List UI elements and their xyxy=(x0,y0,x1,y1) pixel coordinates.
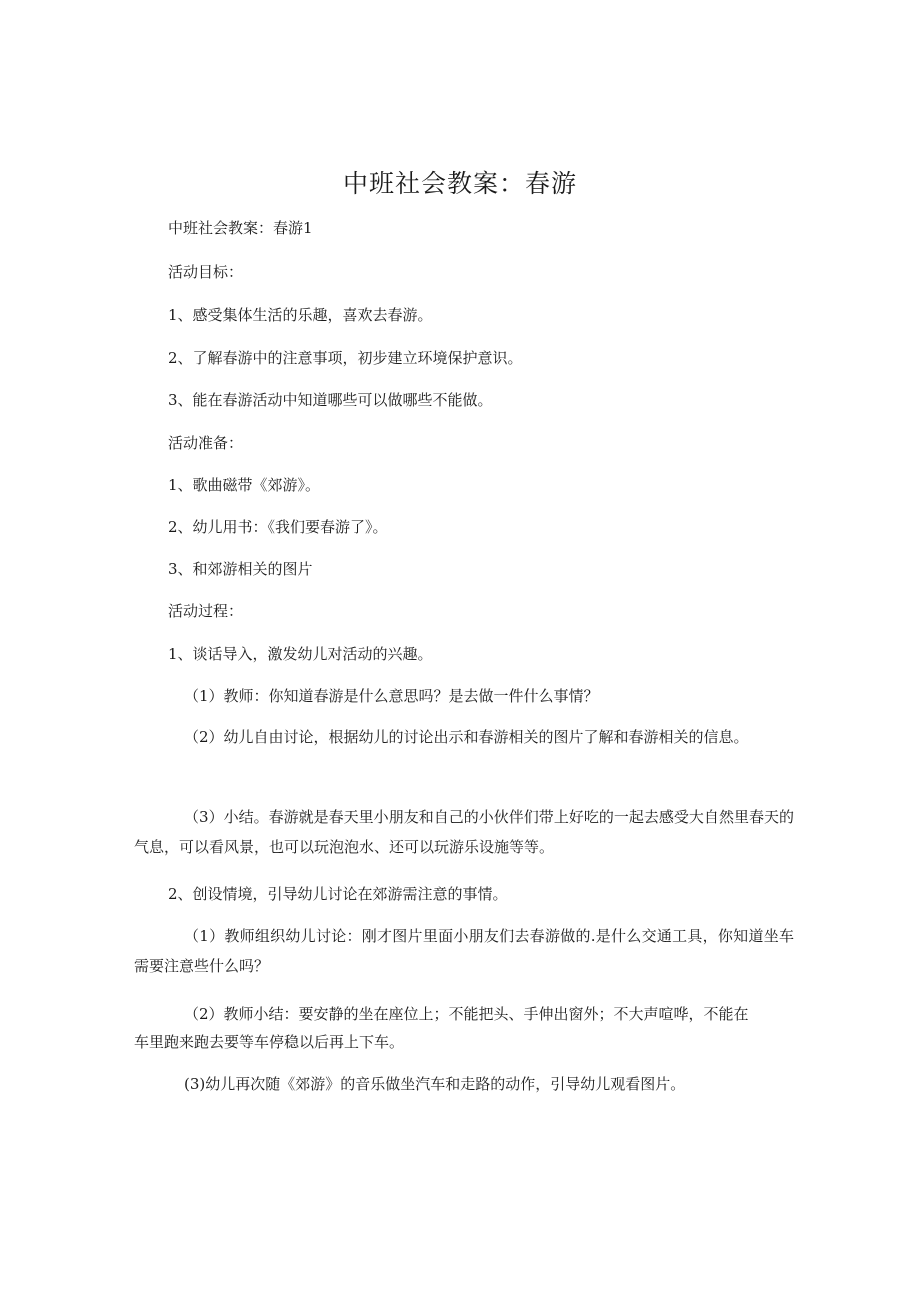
step-item: （3）小结。春游就是春天里小朋友和自己的小伙伴们带上好吃的一起去感受大自然里春天的气息，可以看风景，也可以玩泡泡水、还可以玩游乐设施等等。 xyxy=(134,808,794,856)
step-item: (3)幼儿再次随《郊游》的音乐做坐汽车和走路的动作，引导幼儿观看图片。 xyxy=(184,1075,686,1093)
document-title: 中班社会教案：春游 xyxy=(342,169,577,198)
goal-item: 3、能在春游活动中知道哪些可以做哪些不能做。 xyxy=(168,391,493,409)
step-item: （2）教师小结：要安静的坐在座位上；不能把头、手伸出窗外；不大声喧哗，不能在车里跑来跑去要等车停稳以后再上下车。 xyxy=(134,1005,749,1051)
goal-item: 2、了解春游中的注意事项，初步建立环境保护意识。 xyxy=(168,349,523,367)
step-item: （2）幼儿自由讨论，根据幼儿的讨论出示和春游相关的图片了解和春游相关的信息。 xyxy=(184,728,749,746)
document-subtitle: 中班社会教案：春游1 xyxy=(168,219,313,237)
step-item: （1）教师：你知道春游是什么意思吗？是去做一件什么事情？ xyxy=(184,687,599,705)
prep-item: 2、幼儿用书：《我们要春游了》。 xyxy=(168,518,388,536)
prep-item: 1、歌曲磁带《郊游》。 xyxy=(168,476,321,494)
process-heading: 活动过程： xyxy=(168,602,244,620)
goal-item: 1、感受集体生活的乐趣，喜欢去春游。 xyxy=(168,306,433,324)
step-heading: 1、谈话导入，激发幼儿对活动的兴趣。 xyxy=(168,645,433,663)
step-heading: 2、创设情境，引导幼儿讨论在郊游需注意的事情。 xyxy=(168,885,508,903)
step-item: （1）教师组织幼儿讨论：刚才图片里面小朋友们去春游做的.是什么交通工具，你知道坐车需要注意些什么吗？ xyxy=(134,927,794,975)
prep-heading: 活动准备： xyxy=(168,434,244,452)
prep-item: 3、和郊游相关的图片 xyxy=(168,560,313,578)
goals-heading: 活动目标： xyxy=(168,263,244,281)
